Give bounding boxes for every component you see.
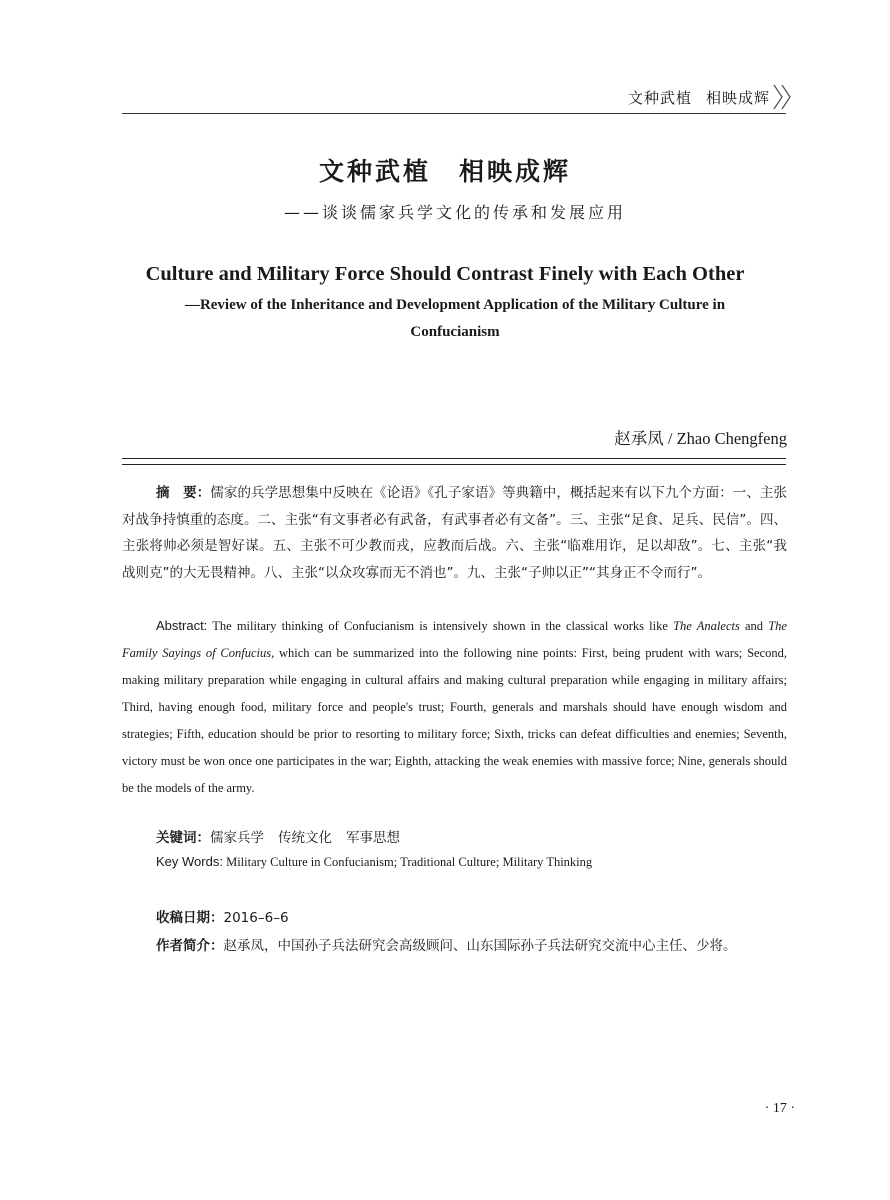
double-chevron-right-icon xyxy=(772,83,794,111)
english-abstract xyxy=(122,612,787,802)
english-keywords-label: Key Words: xyxy=(156,854,223,869)
received-date-label: 收稿日期： xyxy=(156,910,224,926)
english-abstract-text-1: The military thinking of Confucianism is intensively shown in the classical works like xyxy=(207,619,674,633)
author-bio-label: 作者简介： xyxy=(156,938,224,954)
received-date xyxy=(156,906,289,926)
english-title: Culture and Military Force Should Contrast Finely with Each Other xyxy=(145,263,745,285)
section-divider xyxy=(122,458,786,465)
running-header-part1: 文种武植 xyxy=(627,89,692,107)
chinese-keywords-label: 关键词： xyxy=(156,830,210,846)
author-bio-value: 赵承凤，中国孙子兵法研究会高级顾问、山东国际孙子兵法研究交流中心主任、少将。 xyxy=(223,938,737,954)
chinese-subtitle: ——谈谈儒家兵学文化的传承和发展应用 xyxy=(283,203,626,222)
english-abstract-work-2: The Family Sayings of Confucius xyxy=(122,619,787,660)
english-keywords xyxy=(156,854,592,870)
chinese-abstract xyxy=(122,480,787,586)
english-abstract-text-2: and xyxy=(739,619,769,633)
running-header xyxy=(628,87,770,108)
header-rule xyxy=(122,113,786,114)
english-abstract-text-3: , which can be summarized into the following nine points: First, being prudent with wars; Second, making military preparation while engaging in cultural affairs and making cultural preparation while engaging in military affairs; Third, having enough food, military force and people's trust; Fourth, generals and marshals should have enough wisdom and strategies; Fifth, education should be prior to resorting to military force; Sixth, tricks can defeat difficulties and enemies; Seventh, victory must be won once one participates in the war; Eighth, attacking the weak enemies with massive force; Nine, generals should be the models of the army. xyxy=(122,646,787,795)
chinese-title: 文种武植 相映成辉 xyxy=(318,157,571,186)
keyword-item: 儒家兵学 xyxy=(210,830,264,846)
english-subtitle: —Review of the Inheritance and Development Application of the Military Culture in Confucianism xyxy=(184,297,726,340)
english-abstract-work-1: The Analects xyxy=(673,619,740,633)
author-bio xyxy=(156,934,737,954)
chinese-abstract-label: 摘 要： xyxy=(156,485,211,501)
running-header-part2: 相映成辉 xyxy=(705,89,770,107)
page-number: · 17 · xyxy=(764,1101,795,1116)
chinese-abstract-text: 儒家的兵学思想集中反映在《论语》《孔子家语》等典籍中，概括起来有以下九个方面：一、主张对战争持慎重的态度。二、主张“有文事者必有武备，有武事者必有文备”。三、主张“足食、足兵、民信”。四、主张将帅必须是智好谋。五、主张不可少教而戎，应教而后战。六、主张“临难用诈，足以却敌”。七、主张“我战则克”的大无畏精神。八、主张“以众攻寡而无不消也”。九、主张“子帅以正”“其身正不令而行”。 xyxy=(122,485,788,581)
author-byline: 赵承凤 / Zhao Chengfeng xyxy=(614,429,787,448)
keyword-item: 军事思想 xyxy=(346,830,400,846)
english-abstract-label: Abstract: xyxy=(156,618,208,633)
chinese-keywords xyxy=(156,826,414,846)
english-keywords-text: Military Culture in Confucianism; Traditional Culture; Military Thinking xyxy=(222,855,593,869)
received-date-value: 2016–6–6 xyxy=(223,910,289,926)
keyword-item: 传统文化 xyxy=(278,830,332,846)
